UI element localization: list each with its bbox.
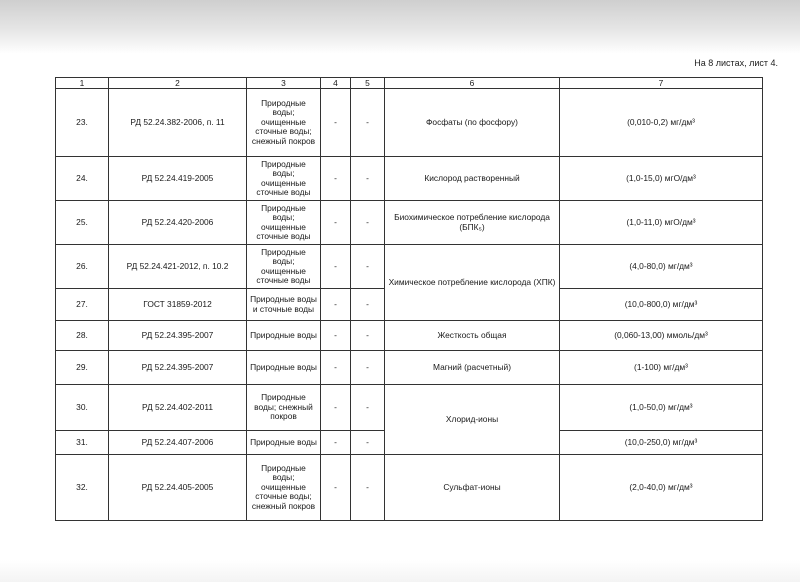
column-4-cell: - [321,245,351,289]
row-number: 26. [56,245,109,289]
table-row [56,157,763,201]
row-number: 23. [56,89,109,157]
test-object: Природные воды; очищенные сточные воды; снежный покров [247,89,321,157]
column-header: 3 [247,78,321,89]
column-header: 6 [385,78,560,89]
measured-parameter: Магний (расчетный) [385,351,560,385]
column-5-cell: - [351,351,385,385]
test-object: Природные воды; снежный покров [247,385,321,431]
column-4-cell: - [321,385,351,431]
column-4-cell: - [321,289,351,321]
method-document: РД 52.24.395-2007 [109,351,247,385]
test-object: Природные воды; очищенные сточные воды [247,201,321,245]
column-header: 4 [321,78,351,89]
measured-parameter: Фосфаты (по фосфору) [385,89,560,157]
table-row [56,385,763,431]
column-header: 1 [56,78,109,89]
row-number: 25. [56,201,109,245]
column-5-cell: - [351,201,385,245]
test-object: Природные воды [247,351,321,385]
row-number: 31. [56,431,109,455]
column-5-cell: - [351,157,385,201]
column-5-cell: - [351,431,385,455]
test-object: Природные воды; очищенные сточные воды [247,245,321,289]
method-document: РД 52.24.402-2011 [109,385,247,431]
row-number: 28. [56,321,109,351]
measurement-range: (10,0-250,0) мг/дм³ [560,431,763,455]
measured-parameter: Кислород растворенный [385,157,560,201]
measured-parameter: Сульфат-ионы [385,455,560,521]
measured-parameter: Жесткость общая [385,321,560,351]
column-5-cell: - [351,89,385,157]
accreditation-scope-table [55,77,763,521]
column-4-cell: - [321,201,351,245]
measured-parameter: Химическое потребление кислорода (ХПК) [385,245,560,321]
measurement-range: (1,0-15,0) мгО/дм³ [560,157,763,201]
column-4-cell: - [321,321,351,351]
table-header-row [56,78,763,89]
measurement-range: (4,0-80,0) мг/дм³ [560,245,763,289]
column-5-cell: - [351,455,385,521]
column-5-cell: - [351,321,385,351]
scan-bottom-fade [0,560,800,582]
column-5-cell: - [351,385,385,431]
measurement-range: (0,010-0,2) мг/дм³ [560,89,763,157]
column-4-cell: - [321,455,351,521]
method-document: РД 52.24.382-2006, п. 11 [109,89,247,157]
column-4-cell: - [321,351,351,385]
column-5-cell: - [351,289,385,321]
method-document: РД 52.24.420-2006 [109,201,247,245]
measurement-range: (1,0-11,0) мгО/дм³ [560,201,763,245]
column-header: 7 [560,78,763,89]
measured-parameter: Хлорид-ионы [385,385,560,455]
row-number: 29. [56,351,109,385]
test-object: Природные воды и сточные воды [247,289,321,321]
method-document: РД 52.24.419-2005 [109,157,247,201]
method-document: РД 52.24.405-2005 [109,455,247,521]
column-4-cell: - [321,157,351,201]
method-document: РД 52.24.421-2012, п. 10.2 [109,245,247,289]
row-number: 32. [56,455,109,521]
column-header: 2 [109,78,247,89]
method-document: ГОСТ 31859-2012 [109,289,247,321]
row-number: 27. [56,289,109,321]
measurement-range: (2,0-40,0) мг/дм³ [560,455,763,521]
scan-top-shadow [0,0,800,54]
test-object: Природные воды [247,321,321,351]
measurement-range: (0,060-13,00) ммоль/дм³ [560,321,763,351]
column-4-cell: - [321,89,351,157]
row-number: 30. [56,385,109,431]
measured-parameter: Биохимическое потребление кислорода (БПК₅) [385,201,560,245]
measurement-range: (1-100) мг/дм³ [560,351,763,385]
test-object: Природные воды; очищенные сточные воды [247,157,321,201]
table-row [56,321,763,351]
method-document: РД 52.24.407-2006 [109,431,247,455]
column-4-cell: - [321,431,351,455]
measurement-range: (1,0-50,0) мг/дм³ [560,385,763,431]
test-object: Природные воды; очищенные сточные воды; снежный покров [247,455,321,521]
column-header: 5 [351,78,385,89]
method-document: РД 52.24.395-2007 [109,321,247,351]
test-object: Природные воды [247,431,321,455]
table-row [56,455,763,521]
row-number: 24. [56,157,109,201]
table-row [56,89,763,157]
table-row [56,245,763,289]
measurement-range: (10,0-800,0) мг/дм³ [560,289,763,321]
table-row [56,351,763,385]
sheet-count-note: На 8 листах, лист 4. [694,58,778,68]
column-5-cell: - [351,245,385,289]
table-row [56,201,763,245]
